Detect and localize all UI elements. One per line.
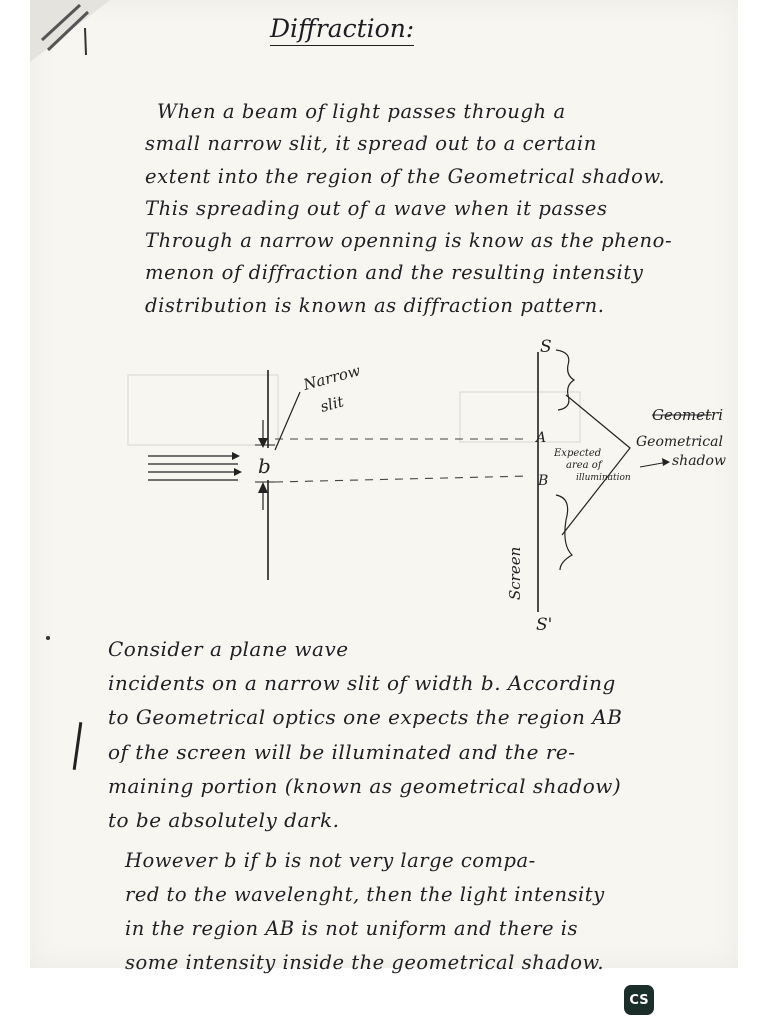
incident-rays: [148, 456, 240, 480]
narrow-slit-label: Narrow: [301, 361, 363, 394]
page-title: Diffraction:: [270, 14, 414, 46]
text-line: menon of diffraction and the resulting intensity: [145, 261, 644, 285]
text-line: When a beam of light passes through a: [157, 100, 566, 123]
text-line: maining portion (known as geometrical shadow): [108, 773, 622, 798]
shadow-label: Geometri: [652, 406, 723, 424]
paragraph-definition: [145, 96, 743, 322]
shadow-label: shadow: [672, 453, 726, 469]
screen-label: Screen: [506, 546, 524, 600]
text-line: This spreading out of a wave when it passes: [145, 196, 608, 220]
svg-text:A: A: [536, 430, 547, 446]
svg-text:S': S': [536, 615, 553, 630]
paragraph-geometric-optics: [108, 632, 738, 837]
text-line: to Geometrical optics one expects the region AB: [108, 705, 623, 730]
slit-width-label: b: [258, 454, 271, 478]
text-line: However b if b is not very large compa-: [125, 849, 536, 872]
diffraction-diagram: [0, 330, 768, 630]
bullet-dot: [46, 636, 50, 640]
paragraph-wavelength: [125, 844, 740, 980]
text-line: Consider a plane wave: [108, 637, 349, 661]
text-line: distribution is known as diffraction pattern.: [145, 293, 605, 317]
text-line: incidents on a narrow slit of width b. According: [108, 671, 616, 696]
text-line: small narrow slit, it spread out to a certain: [145, 132, 597, 156]
svg-text:illumination: illumination: [576, 473, 631, 483]
text-line: of the screen will be illuminated and the re-: [108, 739, 576, 764]
svg-text:Expected: Expected: [554, 448, 602, 459]
text-line: in the region AB is not uniform and there is: [125, 917, 579, 940]
text-line: Through a narrow openning is know as the pheno-: [145, 229, 673, 253]
camscanner-logo: CS: [624, 985, 654, 1015]
narrow-slit-label: slit: [318, 392, 346, 416]
shadow-label: Geometrical: [636, 434, 723, 450]
text-line: to be absolutely dark.: [108, 808, 340, 833]
svg-text:area of: area of: [566, 460, 602, 471]
text-line: red to the wavelenght, then the light intensity: [125, 883, 605, 906]
page-corner-fold: [30, 0, 140, 90]
svg-text:B: B: [538, 473, 549, 489]
svg-text:S: S: [540, 337, 552, 357]
text-line: extent into the region of the Geometrical shadow.: [145, 164, 666, 188]
text-line: some intensity inside the geometrical shadow.: [125, 951, 605, 974]
